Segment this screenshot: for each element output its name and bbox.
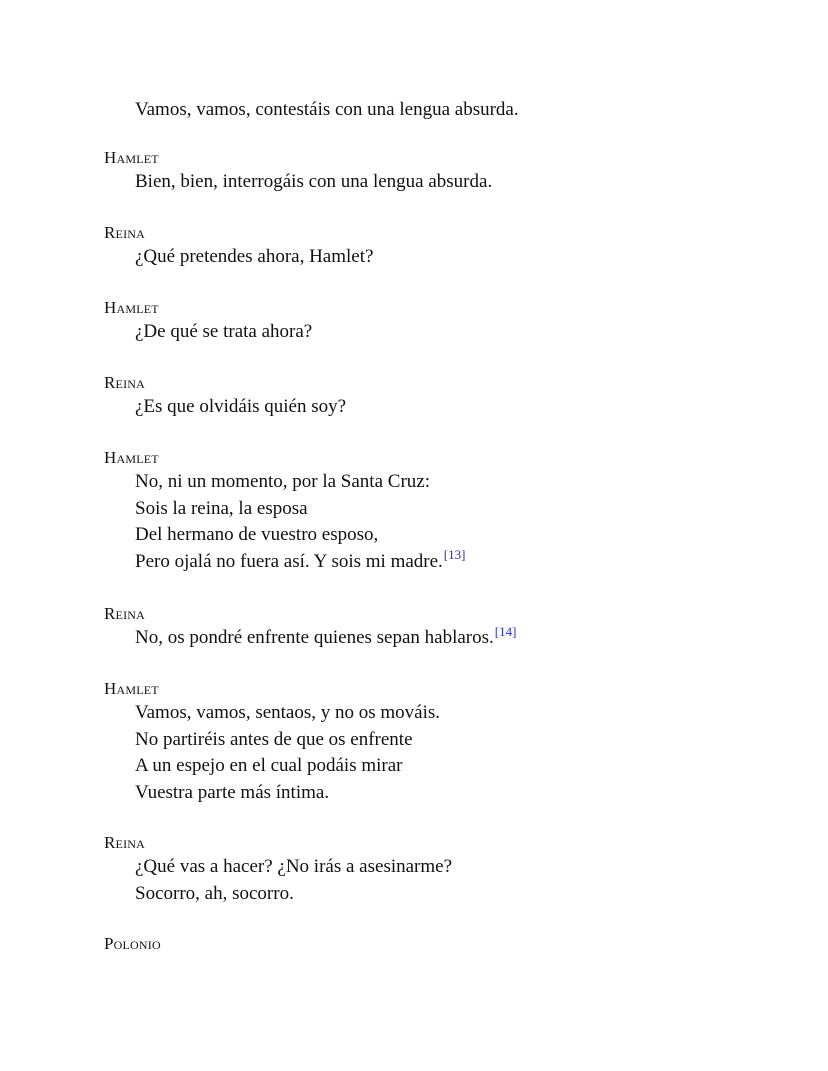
speaker-name: Hamlet	[104, 679, 159, 698]
dialogue-text: Pero ojalá no fuera así. Y sois mi madre.	[135, 550, 443, 572]
dialogue-line: No, ni un momento, por la Santa Cruz:	[135, 471, 430, 492]
dialogue-line-with-note	[104, 625, 784, 652]
speech-polonio	[104, 933, 784, 955]
dialogue-line: ¿Qué pretendes ahora, Hamlet?	[135, 246, 374, 267]
dialogue-line: Socorro, ah, socorro.	[135, 882, 294, 904]
speaker-name: Reina	[104, 833, 145, 852]
speech-hamlet-2	[104, 297, 784, 346]
speech-reina-3	[104, 603, 784, 652]
speaker-name: Polonio	[104, 934, 161, 953]
speech-hamlet-4	[104, 678, 784, 806]
speaker-name: Reina	[104, 223, 145, 242]
dialogue-line: Vamos, vamos, sentaos, y no os mováis.	[135, 702, 441, 723]
dialogue-line: Del hermano de vuestro esposo,	[135, 524, 379, 545]
dialogue-line: Bien, bien, interrogáis con una lengua absurda.	[135, 171, 493, 192]
dialogue-line: ¿De qué se trata ahora?	[135, 321, 313, 342]
dialogue-text: No, os pondré enfrente quienes sepan hablaros.	[135, 627, 494, 648]
dialogue-line: ¿Qué vas a hacer? ¿No irás a asesinarme?	[135, 856, 453, 877]
speaker-name: Reina	[104, 373, 145, 392]
speech-hamlet-3	[104, 447, 784, 575]
footnote-link[interactable]: [13]	[443, 547, 466, 563]
speech-hamlet-1	[104, 147, 784, 196]
dialogue-line: ¿Es que olvidáis quién soy?	[135, 396, 347, 417]
dialogue-line: A un espejo en el cual podáis mirar	[135, 755, 403, 776]
footnote-link[interactable]: [14]	[494, 623, 517, 639]
dialogue-line: Vamos, vamos, contestáis con una lengua absurda.	[135, 99, 519, 120]
speaker-name: Reina	[104, 604, 145, 623]
dialogue-line: No partiréis antes de que os enfrente	[135, 728, 413, 750]
speaker-name: Hamlet	[104, 148, 159, 167]
speech-reina-1	[104, 222, 784, 271]
speaker-name: Hamlet	[104, 448, 159, 467]
dialogue-line: Vuestra parte más íntima.	[135, 781, 330, 803]
speech-reina-4	[104, 832, 784, 907]
opening-speech	[104, 97, 784, 124]
dialogue-line: Sois la reina, la esposa	[135, 497, 308, 519]
speaker-name: Hamlet	[104, 298, 159, 317]
dialogue-line-with-note	[104, 549, 784, 576]
speech-reina-2	[104, 372, 784, 421]
